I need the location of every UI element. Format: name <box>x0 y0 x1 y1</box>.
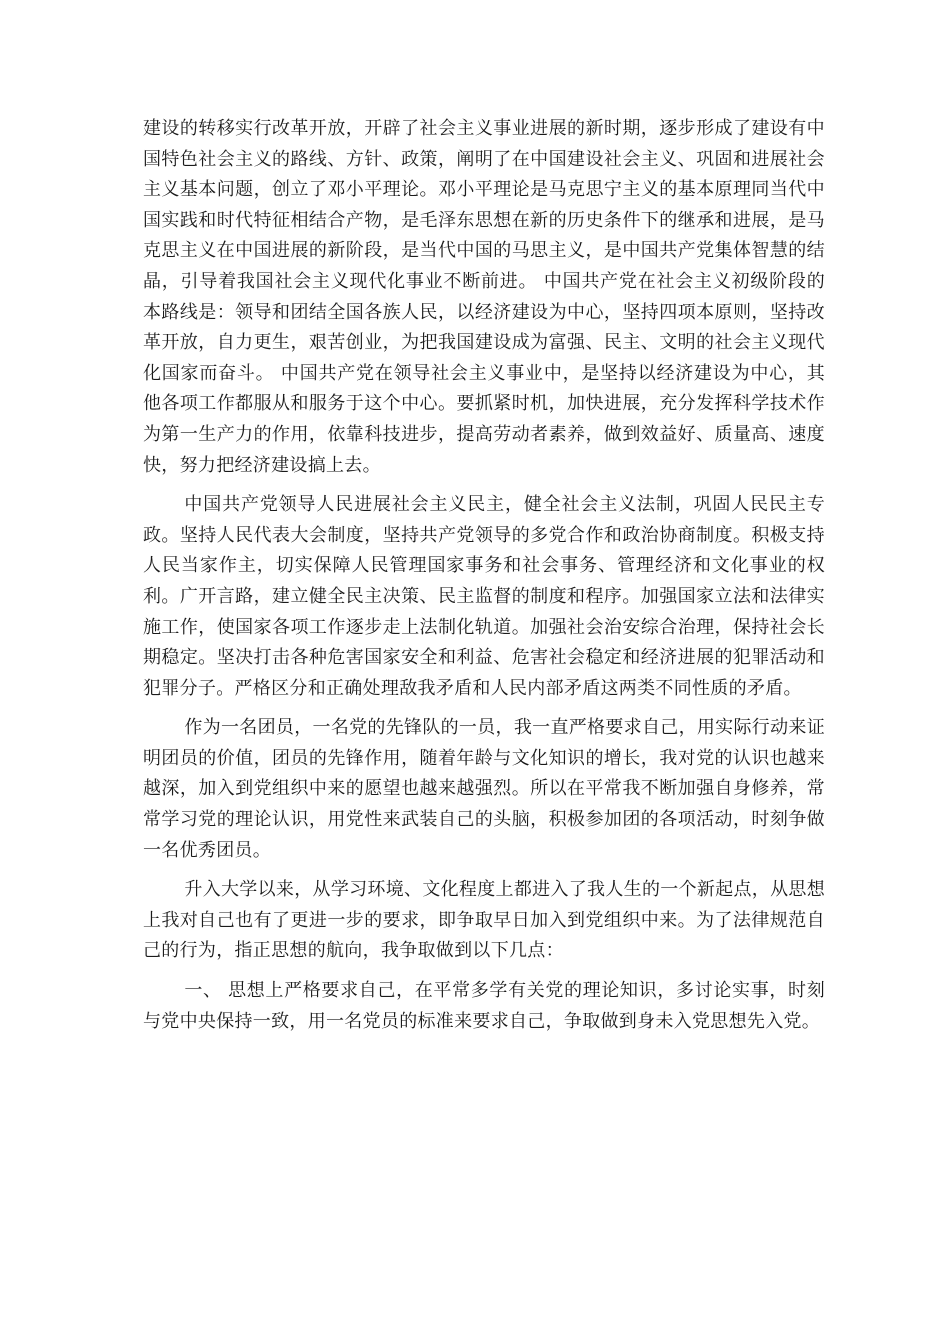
paragraph-5: 一、 思想上严格要求自己，在平常多学有关党的理论知识，多讨论实事，时刻与党中央保持一致，用一名党员的标准来要求自己，争取做到身未入党思想先入党。 <box>143 980 825 1032</box>
paragraph-3: 作为一名团员，一名党的先锋队的一员，我一直严格要求自己，用实际行动来证明团员的价值，团员的先锋作用，随着年龄与文化知识的增长，我对党的认识也越来越深，加入到党组织中来的愿望也越来越强烈。所以在平常我不断加强自身修养，常常学习党的理论认识，用党性来武装自己的头脑，积极参加团的各项活动，时刻争做一名优秀团员。 <box>143 717 825 861</box>
paragraph-4: 升入大学以来，从学习环境、文化程度上都进入了我人生的一个新起点，从思想上我对自己也有了更进一步的要求，即争取早日加入到党组织中来。为了法律规范自己的行为，指正思想的航向，我争取做到以下几点： <box>143 879 825 962</box>
paragraph-1: 建设的转移实行改革开放，开辟了社会主义事业进展的新时期，逐步形成了建设有中国特色社会主义的路线、方针、政策，阐明了在中国建设社会主义、巩固和进展社会主义基本问题，创立了邓小平理论。邓小平理论是马克思宁主义的基本原理同当代中国实践和时代特征相结合产物，是毛泽东思想在新的历史条件下的继承和进展，是马克思主义在中国进展的新阶段，是当代中国的马思主义，是中国共产党集体智慧的结晶，引导着我国社会主义现代化事业不断前进。 中国共产党在社会主义初级阶段的本路线是：领导和团结全国各族人民，以经济建设为中心，坚持四项本原则，坚持改革开放，自力更生，艰苦创业，为把我国建设成为富强、民主、文明的社会主义现代化国家而奋斗。 中国共产党在领导社会主义事业中，是坚持以经济建设为中心，其他各项工作都服从和服务于这个中心。要抓紧时机，加快进展，充分发挥科学技术作为第一生产力的作用，依靠科技进步，提高劳动者素养，做到效益好、质量高、速度快，努力把经济建设搞上去。 <box>143 118 825 476</box>
paragraph-2: 中国共产党领导人民进展社会主义民主，健全社会主义法制，巩固人民民主专政。坚持人民代表大会制度，坚持共产党领导的多党合作和政治协商制度。积极支持人民当家作主，切实保障人民管理国家事务和社会事务、管理经济和文化事业的权利。广开言路，建立健全民主决策、民主监督的制度和程序。加强国家立法和法律实施工作，使国家各项工作逐步走上法制化轨道。加强社会治安综合治理，保持社会长期稳定。坚决打击各种危害国家安全和利益、危害社会稳定和经济进展的犯罪活动和犯罪分子。严格区分和正确处理敌我矛盾和人民内部矛盾这两类不同性质的矛盾。 <box>143 494 825 699</box>
document-body <box>143 114 825 1037</box>
